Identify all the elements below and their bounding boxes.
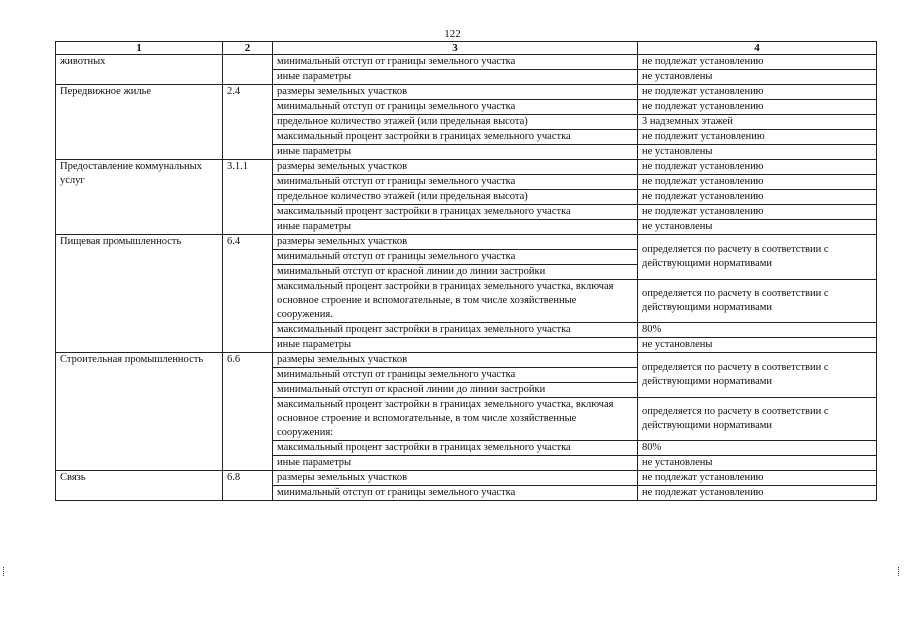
parameter-value: не подлежит установлению (638, 130, 877, 145)
parameter-name: максимальный процент застройки в границах земельного участка (273, 441, 638, 456)
parameter-name: минимальный отступ от границы земельного участка (273, 175, 638, 190)
table-row (56, 55, 877, 70)
table-row (56, 85, 877, 100)
parameter-value: не установлены (638, 145, 877, 160)
land-use-name: Связь (56, 471, 223, 501)
parameter-name: иные параметры (273, 338, 638, 353)
column-header: 2 (223, 42, 273, 55)
parameter-name: иные параметры (273, 70, 638, 85)
parameter-value: не установлены (638, 70, 877, 85)
parameter-value: не подлежат установлению (638, 175, 877, 190)
parameter-name: иные параметры (273, 456, 638, 471)
parameter-value: не подлежат установлению (638, 160, 877, 175)
land-use-code: 6.8 (223, 471, 273, 501)
parameter-value: не подлежат установлению (638, 85, 877, 100)
parameter-name: максимальный процент застройки в границах земельного участка, включая основное строение и вспомогательные, в том числе хозяйственные сооружения. (273, 280, 638, 323)
parameter-name: размеры земельных участков (273, 235, 638, 250)
land-use-code: 6.4 (223, 235, 273, 353)
regulations-table (55, 41, 877, 501)
parameter-name: размеры земельных участков (273, 353, 638, 368)
land-use-name: животных (56, 55, 223, 85)
parameter-value: 80% (638, 323, 877, 338)
parameter-value: не подлежат установлению (638, 471, 877, 486)
parameter-name: максимальный процент застройки в границах земельного участка (273, 205, 638, 220)
parameter-value: не подлежат установлению (638, 100, 877, 115)
parameter-value: определяется по расчету в соответствии с действующими нормативами (638, 235, 877, 280)
land-use-name: Передвижное жилье (56, 85, 223, 160)
parameter-name: минимальный отступ от границы земельного участка (273, 486, 638, 501)
parameter-name: минимальный отступ от границы земельного участка (273, 250, 638, 265)
parameter-name: максимальный процент застройки в границах земельного участка (273, 323, 638, 338)
table-header-row (56, 42, 877, 55)
land-use-code: 6.6 (223, 353, 273, 471)
parameter-name: размеры земельных участков (273, 471, 638, 486)
parameter-name: минимальный отступ от красной линии до линии застройки (273, 265, 638, 280)
parameter-value: не установлены (638, 338, 877, 353)
parameter-name: иные параметры (273, 220, 638, 235)
table-row (56, 160, 877, 175)
parameter-name: максимальный процент застройки в границах земельного участка, включая основное строение и вспомогательные, в том числе хозяйственные сооружения: (273, 398, 638, 441)
parameter-name: максимальный процент застройки в границах земельного участка (273, 130, 638, 145)
land-use-code (223, 55, 273, 85)
parameter-value: определяется по расчету в соответствии с действующими нормативами (638, 280, 877, 323)
parameter-name: размеры земельных участков (273, 160, 638, 175)
scan-edge-mark-right (898, 567, 901, 576)
parameter-value: не подлежат установлению (638, 55, 877, 70)
parameter-value: 3 надземных этажей (638, 115, 877, 130)
table-row (56, 235, 877, 250)
parameter-value: определяется по расчету в соответствии с действующими нормативами (638, 398, 877, 441)
column-header: 3 (273, 42, 638, 55)
scan-edge-mark-left (3, 567, 6, 576)
parameter-name: размеры земельных участков (273, 85, 638, 100)
column-header: 1 (56, 42, 223, 55)
parameter-name: минимальный отступ от границы земельного участка (273, 100, 638, 115)
column-header: 4 (638, 42, 877, 55)
land-use-name: Строительная промышленность (56, 353, 223, 471)
table-body (56, 55, 877, 501)
land-use-name: Предоставление коммунальных услуг (56, 160, 223, 235)
parameter-name: минимальный отступ от красной линии до линии застройки (273, 383, 638, 398)
parameter-name: иные параметры (273, 145, 638, 160)
parameter-value: 80% (638, 441, 877, 456)
page-number: 122 (444, 28, 461, 40)
parameter-value: определяется по расчету в соответствии с действующими нормативами (638, 353, 877, 398)
table-row (56, 353, 877, 368)
table-row (56, 471, 877, 486)
parameter-value: не подлежат установлению (638, 190, 877, 205)
parameter-name: предельное количество этажей (или предельная высота) (273, 115, 638, 130)
parameter-value: не установлены (638, 220, 877, 235)
parameter-value: не подлежат установлению (638, 205, 877, 220)
parameter-name: минимальный отступ от границы земельного участка (273, 368, 638, 383)
parameter-value: не установлены (638, 456, 877, 471)
land-use-code: 2.4 (223, 85, 273, 160)
parameter-value: не подлежат установлению (638, 486, 877, 501)
parameter-name: минимальный отступ от границы земельного участка (273, 55, 638, 70)
land-use-code: 3.1.1 (223, 160, 273, 235)
parameter-name: предельное количество этажей (или предельная высота) (273, 190, 638, 205)
land-use-name: Пищевая промышленность (56, 235, 223, 353)
